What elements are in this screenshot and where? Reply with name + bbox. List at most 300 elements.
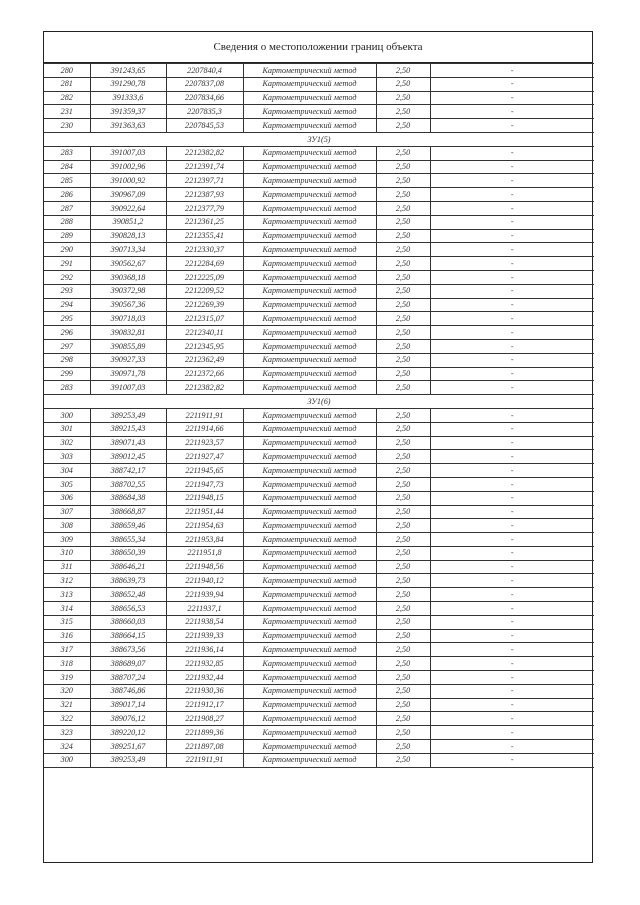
method-cell: Картометрический метод [243,353,376,367]
method-cell: Картометрический метод [243,160,376,174]
method-cell: Картометрический метод [243,712,376,726]
method-cell: Картометрический метод [243,201,376,215]
x-coordinate-cell: 390851,2 [90,215,166,229]
point-number-cell: 302 [44,436,90,450]
point-number-cell: 293 [44,284,90,298]
precision-cell: 2,50 [376,91,430,105]
x-coordinate-cell: 390832,81 [90,326,166,340]
table-row [44,450,594,464]
precision-cell: 2,50 [376,602,430,616]
description-cell: - [430,546,594,560]
table-row [44,574,594,588]
precision-cell: 2,50 [376,684,430,698]
y-coordinate-cell: 2211936,14 [166,643,243,657]
description-cell: - [430,491,594,505]
point-number-cell: 296 [44,326,90,340]
table-row [44,546,594,560]
description-cell: - [430,229,594,243]
point-number-cell: 317 [44,643,90,657]
table-row [44,188,594,202]
x-coordinate-cell: 388660,03 [90,615,166,629]
precision-cell: 2,50 [376,712,430,726]
description-cell: - [430,698,594,712]
x-coordinate-cell: 388746,86 [90,684,166,698]
precision-cell: 2,50 [376,146,430,160]
point-number-cell: 312 [44,574,90,588]
method-cell: Картометрический метод [243,519,376,533]
point-number-cell: 315 [44,615,90,629]
x-coordinate-cell: 389253,49 [90,408,166,422]
table-row [44,77,594,91]
y-coordinate-cell: 2211951,8 [166,546,243,560]
method-cell: Картометрический метод [243,588,376,602]
description-cell: - [430,615,594,629]
precision-cell: 2,50 [376,408,430,422]
x-coordinate-cell: 388639,73 [90,574,166,588]
table-row [44,326,594,340]
precision-cell: 2,50 [376,560,430,574]
method-cell: Картометрический метод [243,574,376,588]
precision-cell: 2,50 [376,436,430,450]
description-cell: - [430,643,594,657]
x-coordinate-cell: 388659,46 [90,519,166,533]
y-coordinate-cell: 2211947,73 [166,477,243,491]
table-row [44,464,594,478]
table-row [44,160,594,174]
point-number-cell: 314 [44,602,90,616]
y-coordinate-cell: 2212225,09 [166,270,243,284]
description-cell: - [430,726,594,740]
x-coordinate-cell: 391363,63 [90,119,166,133]
table-row [44,698,594,712]
method-cell: Картометрический метод [243,698,376,712]
description-cell: - [430,270,594,284]
description-cell: - [430,146,594,160]
point-number-cell: 283 [44,146,90,160]
method-cell: Картометрический метод [243,560,376,574]
precision-cell: 2,50 [376,339,430,353]
description-cell: - [430,657,594,671]
description-cell: - [430,436,594,450]
point-number-cell: 286 [44,188,90,202]
table-row [44,519,594,533]
precision-cell: 2,50 [376,381,430,395]
table-row [44,491,594,505]
description-cell: - [430,450,594,464]
y-coordinate-cell: 2212330,37 [166,243,243,257]
x-coordinate-cell: 389071,43 [90,436,166,450]
precision-cell: 2,50 [376,229,430,243]
y-coordinate-cell: 2212382,82 [166,381,243,395]
y-coordinate-cell: 2211930,36 [166,684,243,698]
description-cell: - [430,519,594,533]
y-coordinate-cell: 2211948,15 [166,491,243,505]
x-coordinate-cell: 388664,15 [90,629,166,643]
method-cell: Картометрический метод [243,753,376,767]
method-cell: Картометрический метод [243,477,376,491]
y-coordinate-cell: 2211945,65 [166,464,243,478]
x-coordinate-cell: 391000,92 [90,174,166,188]
precision-cell: 2,50 [376,215,430,229]
description-cell: - [430,629,594,643]
point-number-cell: 294 [44,298,90,312]
x-coordinate-cell: 388702,55 [90,477,166,491]
point-number-cell: 322 [44,712,90,726]
method-cell: Картометрический метод [243,312,376,326]
x-coordinate-cell: 388652,48 [90,588,166,602]
table-row [44,64,594,78]
method-cell: Картометрический метод [243,257,376,271]
point-number-cell: 285 [44,174,90,188]
x-coordinate-cell: 389251,67 [90,740,166,754]
section-label: ЗУ1(6) [44,395,594,409]
point-number-cell: 292 [44,270,90,284]
description-cell: - [430,215,594,229]
precision-cell: 2,50 [376,588,430,602]
precision-cell: 2,50 [376,450,430,464]
method-cell: Картометрический метод [243,284,376,298]
method-cell: Картометрический метод [243,381,376,395]
method-cell: Картометрический метод [243,326,376,340]
table-row [44,684,594,698]
point-number-cell: 288 [44,215,90,229]
table-row [44,615,594,629]
y-coordinate-cell: 2211940,12 [166,574,243,588]
precision-cell: 2,50 [376,505,430,519]
table-row [44,477,594,491]
description-cell: - [430,174,594,188]
x-coordinate-cell: 390562,67 [90,257,166,271]
method-cell: Картометрический метод [243,146,376,160]
table-row [44,422,594,436]
y-coordinate-cell: 2212209,52 [166,284,243,298]
method-cell: Картометрический метод [243,408,376,422]
precision-cell: 2,50 [376,312,430,326]
point-number-cell: 301 [44,422,90,436]
point-number-cell: 308 [44,519,90,533]
description-cell: - [430,353,594,367]
table-row [44,298,594,312]
method-cell: Картометрический метод [243,671,376,685]
table-row [44,243,594,257]
method-cell: Картометрический метод [243,491,376,505]
precision-cell: 2,50 [376,270,430,284]
method-cell: Картометрический метод [243,615,376,629]
y-coordinate-cell: 2211923,57 [166,436,243,450]
x-coordinate-cell: 388689,07 [90,657,166,671]
y-coordinate-cell: 2212345,95 [166,339,243,353]
method-cell: Картометрический метод [243,546,376,560]
method-cell: Картометрический метод [243,602,376,616]
method-cell: Картометрический метод [243,91,376,105]
precision-cell: 2,50 [376,160,430,174]
x-coordinate-cell: 388684,38 [90,491,166,505]
point-number-cell: 324 [44,740,90,754]
description-cell: - [430,477,594,491]
y-coordinate-cell: 2211939,94 [166,588,243,602]
description-cell: - [430,201,594,215]
description-cell: - [430,684,594,698]
y-coordinate-cell: 2211939,33 [166,629,243,643]
table-row [44,270,594,284]
point-number-cell: 305 [44,477,90,491]
table-row [44,105,594,119]
precision-cell: 2,50 [376,257,430,271]
y-coordinate-cell: 2211927,47 [166,450,243,464]
y-coordinate-cell: 2211938,54 [166,615,243,629]
point-number-cell: 295 [44,312,90,326]
method-cell: Картометрический метод [243,740,376,754]
precision-cell: 2,50 [376,615,430,629]
precision-cell: 2,50 [376,64,430,78]
point-number-cell: 307 [44,505,90,519]
point-number-cell: 297 [44,339,90,353]
precision-cell: 2,50 [376,643,430,657]
y-coordinate-cell: 2211954,63 [166,519,243,533]
precision-cell: 2,50 [376,119,430,133]
y-coordinate-cell: 2211914,66 [166,422,243,436]
table-row [44,629,594,643]
y-coordinate-cell: 2211899,36 [166,726,243,740]
x-coordinate-cell: 391007,03 [90,146,166,160]
coordinates-table [44,63,594,768]
method-cell: Картометрический метод [243,174,376,188]
table-row [44,91,594,105]
table-row [44,643,594,657]
x-coordinate-cell: 389012,45 [90,450,166,464]
description-cell: - [430,64,594,78]
table-row [44,726,594,740]
description-cell: - [430,574,594,588]
point-number-cell: 300 [44,408,90,422]
table-row [44,753,594,767]
x-coordinate-cell: 389215,43 [90,422,166,436]
method-cell: Картометрический метод [243,464,376,478]
method-cell: Картометрический метод [243,422,376,436]
x-coordinate-cell: 390713,34 [90,243,166,257]
point-number-cell: 320 [44,684,90,698]
precision-cell: 2,50 [376,284,430,298]
table-row [44,119,594,133]
description-cell: - [430,422,594,436]
table-row [44,339,594,353]
y-coordinate-cell: 2211951,44 [166,505,243,519]
precision-cell: 2,50 [376,298,430,312]
section-row [44,395,594,409]
point-number-cell: 300 [44,753,90,767]
table-row [44,560,594,574]
description-cell: - [430,505,594,519]
section-label: ЗУ1(5) [44,132,594,146]
precision-cell: 2,50 [376,533,430,547]
y-coordinate-cell: 2212377,79 [166,201,243,215]
table-row [44,712,594,726]
method-cell: Картометрический метод [243,64,376,78]
point-number-cell: 281 [44,77,90,91]
description-cell: - [430,533,594,547]
y-coordinate-cell: 2207834,66 [166,91,243,105]
precision-cell: 2,50 [376,491,430,505]
y-coordinate-cell: 2207835,3 [166,105,243,119]
table-row [44,671,594,685]
point-number-cell: 290 [44,243,90,257]
description-cell: - [430,408,594,422]
y-coordinate-cell: 2211937,1 [166,602,243,616]
x-coordinate-cell: 388650,39 [90,546,166,560]
y-coordinate-cell: 2212387,93 [166,188,243,202]
table-row [44,353,594,367]
boundary-table-frame [43,31,593,863]
point-number-cell: 311 [44,560,90,574]
y-coordinate-cell: 2207840,4 [166,64,243,78]
precision-cell: 2,50 [376,201,430,215]
table-row [44,312,594,326]
description-cell: - [430,91,594,105]
precision-cell: 2,50 [376,740,430,754]
precision-cell: 2,50 [376,671,430,685]
x-coordinate-cell: 388655,34 [90,533,166,547]
y-coordinate-cell: 2212382,82 [166,146,243,160]
x-coordinate-cell: 390828,13 [90,229,166,243]
x-coordinate-cell: 391243,65 [90,64,166,78]
method-cell: Картометрический метод [243,684,376,698]
method-cell: Картометрический метод [243,726,376,740]
precision-cell: 2,50 [376,243,430,257]
description-cell: - [430,257,594,271]
description-cell: - [430,188,594,202]
x-coordinate-cell: 388707,24 [90,671,166,685]
method-cell: Картометрический метод [243,505,376,519]
y-coordinate-cell: 2211911,91 [166,753,243,767]
y-coordinate-cell: 2211932,44 [166,671,243,685]
description-cell: - [430,367,594,381]
x-coordinate-cell: 390967,09 [90,188,166,202]
description-cell: - [430,243,594,257]
method-cell: Картометрический метод [243,450,376,464]
point-number-cell: 231 [44,105,90,119]
method-cell: Картометрический метод [243,105,376,119]
description-cell: - [430,712,594,726]
table-row [44,146,594,160]
x-coordinate-cell: 388742,17 [90,464,166,478]
precision-cell: 2,50 [376,574,430,588]
description-cell: - [430,77,594,91]
x-coordinate-cell: 390922,64 [90,201,166,215]
precision-cell: 2,50 [376,353,430,367]
description-cell: - [430,326,594,340]
description-cell: - [430,740,594,754]
method-cell: Картометрический метод [243,77,376,91]
precision-cell: 2,50 [376,657,430,671]
table-row [44,408,594,422]
table-row [44,229,594,243]
precision-cell: 2,50 [376,105,430,119]
x-coordinate-cell: 391002,96 [90,160,166,174]
method-cell: Картометрический метод [243,119,376,133]
method-cell: Картометрический метод [243,643,376,657]
y-coordinate-cell: 2212355,41 [166,229,243,243]
x-coordinate-cell: 388668,87 [90,505,166,519]
precision-cell: 2,50 [376,519,430,533]
table-row [44,505,594,519]
description-cell: - [430,284,594,298]
y-coordinate-cell: 2207837,08 [166,77,243,91]
table-row [44,201,594,215]
method-cell: Картометрический метод [243,533,376,547]
method-cell: Картометрический метод [243,270,376,284]
x-coordinate-cell: 390372,98 [90,284,166,298]
method-cell: Картометрический метод [243,339,376,353]
section-row [44,132,594,146]
point-number-cell: 313 [44,588,90,602]
description-cell: - [430,312,594,326]
y-coordinate-cell: 2212340,11 [166,326,243,340]
y-coordinate-cell: 2212284,69 [166,257,243,271]
precision-cell: 2,50 [376,326,430,340]
table-row [44,657,594,671]
point-number-cell: 284 [44,160,90,174]
precision-cell: 2,50 [376,698,430,712]
x-coordinate-cell: 391007,03 [90,381,166,395]
coordinates-table-body [44,64,594,768]
y-coordinate-cell: 2212391,74 [166,160,243,174]
method-cell: Картометрический метод [243,243,376,257]
method-cell: Картометрический метод [243,629,376,643]
x-coordinate-cell: 388673,56 [90,643,166,657]
precision-cell: 2,50 [376,464,430,478]
x-coordinate-cell: 389076,12 [90,712,166,726]
method-cell: Картометрический метод [243,229,376,243]
table-row [44,174,594,188]
point-number-cell: 287 [44,201,90,215]
point-number-cell: 299 [44,367,90,381]
y-coordinate-cell: 2212315,07 [166,312,243,326]
y-coordinate-cell: 2211948,56 [166,560,243,574]
method-cell: Картометрический метод [243,298,376,312]
x-coordinate-cell: 391333,6 [90,91,166,105]
y-coordinate-cell: 2212362,49 [166,353,243,367]
x-coordinate-cell: 391359,37 [90,105,166,119]
y-coordinate-cell: 2207845,53 [166,119,243,133]
table-row [44,602,594,616]
x-coordinate-cell: 390971,78 [90,367,166,381]
precision-cell: 2,50 [376,753,430,767]
x-coordinate-cell: 390567,36 [90,298,166,312]
y-coordinate-cell: 2212397,71 [166,174,243,188]
table-row [44,588,594,602]
table-title: Сведения о местоположении границ объекта [44,32,592,63]
description-cell: - [430,105,594,119]
x-coordinate-cell: 390718,03 [90,312,166,326]
precision-cell: 2,50 [376,188,430,202]
description-cell: - [430,560,594,574]
point-number-cell: 310 [44,546,90,560]
point-number-cell: 282 [44,91,90,105]
description-cell: - [430,119,594,133]
description-cell: - [430,588,594,602]
point-number-cell: 303 [44,450,90,464]
y-coordinate-cell: 2211912,17 [166,698,243,712]
table-row [44,215,594,229]
description-cell: - [430,753,594,767]
precision-cell: 2,50 [376,422,430,436]
x-coordinate-cell: 390927,33 [90,353,166,367]
point-number-cell: 283 [44,381,90,395]
point-number-cell: 321 [44,698,90,712]
table-row [44,436,594,450]
y-coordinate-cell: 2211908,27 [166,712,243,726]
table-row [44,740,594,754]
